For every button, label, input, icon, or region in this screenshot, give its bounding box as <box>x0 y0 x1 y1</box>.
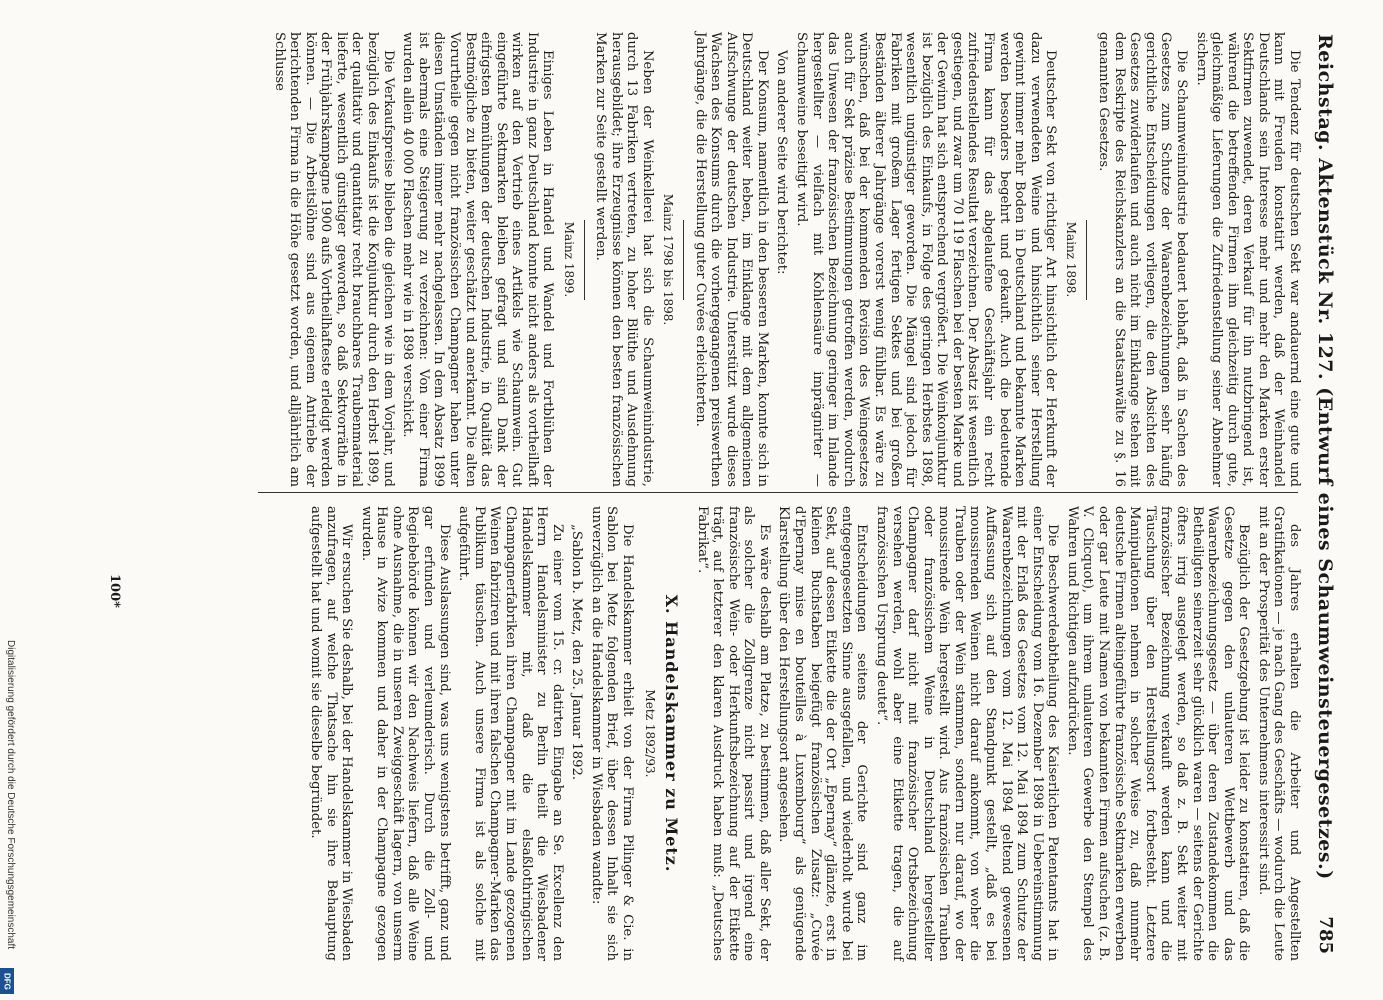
signature-number: 100* <box>107 574 122 608</box>
paragraph: Von anderer Seite wird berichtet: <box>774 50 790 275</box>
paragraph: Zu einer vom 15. cr. datirten Eingabe an Se. Excellenz den Herrn Handelsminister zu Berlin theilt die Wiesbadener Handelskammer mit, daß die elsaßlothringischen Champagnerfabriken ihren Champagner mit im Lande gezogenen Weinen fabriziren und mit ihren falschen Champagner-Marken das Publikum täuschen. Auch unsere Firma ist als solche mit aufgeführt. <box>456 506 565 961</box>
column-divider <box>258 492 1298 493</box>
digitization-credit: Digitalisierung gefördert durch die Deutsche Forschungsgemeinschaft <box>5 640 16 950</box>
paragraph: „Sablon b. Metz, den 25. Januar 1892. <box>569 524 585 781</box>
paragraph: Es wäre deshalb am Platze, zu bestimmen, daß aller Sekt, der als solcher die Zollgrenze nicht passirt und irgend eine französische Wein- oder Herkunftsbezeichnung auf der Etikette trägt, auf letzterer den klaren Ausdruck haben muß: „Deutsches Fabrikat“. <box>694 506 772 961</box>
paragraph: Die Schaumweinindustrie bedauert lebhaft, daß in Sachen des Gesetzes zum Schutze der Waarenbezeichnungen sehr häufig gerichtliche Entscheidungen vorliegen, die den Absichten des Gesetzes zuwiderlaufen und auch nicht im Einklange stehen mit dem Reskripte des Reichskanzlers an die Staatsanwälte zu §. 16 genannten Gesetzes. <box>1096 32 1189 487</box>
paragraph: Die Handelskammer erhielt von der Firma Pilinger & Cie. in Sablon bei Metz folgenden Brief, über dessen Inhalt sie sich unverzüglich an die Handelskammer in Wiesbaden wandte: <box>588 506 635 961</box>
rotated-document-page <box>82 14 1342 974</box>
section-subhead: Metz 1892/93. <box>643 689 658 778</box>
paragraph: Die Verkaufspreise blieben die gleichen wie in dem Vorjahr, und bezüglich des Einkaufs ist die Konjunktur durch den Herbst 1899, der qualitativ und quantitativ recht brauchbares Traubenmaterial lieferte, wesentlich günstiger geworden, so daß Sektvorräthe in der Frühjahrskampagne 1900 aufs Vortheilhafteste erledigt werden können. — Die Arbeitslöhne sind aus eigenem Antriebe der berichtenden Firma in die Höhe gesetzt worden, und alljährlich am Schlusse <box>271 32 396 487</box>
dateline: Mainz 1898. <box>1064 221 1079 298</box>
header-title: Reichstag. Aktenstück Nr. 127. (Entwurf eines Schaumweinsteuergesetzes.) <box>1314 34 1337 880</box>
divider-rule <box>1086 220 1087 300</box>
paragraph: Einiges Leben in Handel und Wandel und Fortblühen der Industrie in ganz Deutschland konnte nicht anders als vortheilhaft wirken auf den Vertrieb eines Artikels wie Schaumwein. Gut eingeführte Sektmarken bleiben gefragt und sind Dank der eifrigsten Bemühungen der deutschen Industrie, in Qualität das Bestmögliche zu bieten, weiter geschätzt und anerkannt. Die alten Vorurtheile gegen nicht französischen Champagner haben unter diesen Umständen immer mehr nachgelassen. In dem Absatz 1899 ist abermals eine Steigerung zu verzeichnen: Von einer Firma wurden allein 40 000 Flaschen mehr wie in 1898 verschickt. <box>400 32 556 487</box>
paragraph: Deutscher Sekt von richtiger Art hinsichtlich der Herkunft der dazu verwendeten Weine und hinsichtlich seiner Herstellung gewinnt immer mehr Boden in Deutschland und bekannte Marken werden besonders begehrt und gekauft. Auch die bedeutende Firma kann für das abgelaufene Geschäftsjahr ein recht zufriedenstellendes Resultat verzeichnen. Der Absatz ist wesentlich gestiegen, und zwar um 70 119 Flaschen bei der besten Marke und der Gewinn hat sich entsprechend vergrößert. Die Weinkonjunktur ist bezüglich des Einkaufs, in Folge des geringen Herbstes 1898, wesentlich ungünstiger geworden. Die Mängel sind jedoch für Fabriken mit großem Lager fertigen Sektes und bei großen Beständen älterer Jahrgänge vorerst wenig fühlbar. Es wäre zu wünschen, daß bei der kommenden Revision des Weingesetzes auch für Sekt präzise Bestimmungen getroffen werden, wodurch das Unwesen der französischen Bezeichnung geringer im Inlande hergestellter — vielfach mit Kohlensäure imprägnirter — Schaumweine beseitigt wird. <box>794 32 1059 487</box>
page-header <box>1308 34 1342 954</box>
dateline: Mainz 1798 bis 1898. <box>661 193 676 326</box>
paragraph: Bezüglich der Gesetzgebung ist leider zu konstatiren, daß die Gesetze gegen den unlauteren Wettbewerb und das Waarenbezeichnungsgesetz — über deren Zustandekommen die Betheiligten seinerzeit sehr glücklich waren — seitens der Gerichte öfters irrig ausgelegt werden, so daß z. B. Sekt weiter mit französischer Bezeichnung verkauft werden kann und die Täuschung über den Herstellungsort fortbesteht. Letztere Manipulationen nehmen in solcher Weise zu, daß nunmehr deutsche Firmen alteingeführte französische Sektmarken erwerben oder gar Leute mit Namen von bekannten Firmen aufsuchen (z. B. V. Clicquot), um ihrem unlauteren Gewerbe den Stempel des Wahren und Richtigen aufzudrücken. <box>1064 506 1252 961</box>
right-column <box>303 506 1302 961</box>
paragraph: Neben der Weinkellerei hat sich die Schaumweinindustrie, durch 13 Fabriken vertreten, zu hoher Blüthe und Ausdehnung herausgebildet; ihre Erzeugnisse können den besten französischen Marken zur Seite gestellt werden. <box>593 32 655 487</box>
left-column <box>267 32 1302 487</box>
paragraph: Entscheidungen seitens der Gerichte sind ganz im entgegengesetzten Sinne ausgefallen, und wiederholt wurde bei Sekt, auf dessen Etikette die der Ort „Epernay“ glänzte, erst in kleinen Buchstaben beigefügt französischen Zusatz: „Cuvée d'Epernay mise en bouteilles à Luxembourg“ als genügende Klarstellung über den Herstellungsort angesehen. <box>776 506 870 961</box>
paragraph: Die Beschwerdeabtheilung des Kaiserlichen Patentamts hat in einer Entscheidung vom 16. Dezember 1898 in Uebereinstimmung mit der Erlaß des Gesetzes vom 12. Mai 1894 zum Schutze der Waarenbezeichnungen vom 12. Mai 1894 geltend gewesenen Auffassung sich auf den Standpunkt gestellt, „daß es bei moussirenden Weinen nicht darauf ankommt, von woher die Trauben oder der Wein stammen, sondern nur darauf, wo der moussirende Wein hergestellt wird. Aus französischen Trauben oder französischem Weine in Deutschland hergestellter Champagner darf nicht mit französischer Ortsbezeichnung versehen werden, wohl aber eine Etikette tragen, die auf französischen Ursprung deutet“. <box>873 506 1061 961</box>
dfg-logo: DFG <box>0 968 14 994</box>
paragraph: Die Tendenz für deutschen Sekt war andauernd eine gute und kann mit Freuden konstatirt werden, daß der Weinhandel Deutschlands sein Interesse mehr und mehr den Marken erster Sektfirmen zuwendet, deren Verkauf für ihn nutzbringend ist, während die betreffenden Firmen ihm gleichzeitig durch gute, gleichmäßige Lieferungen die Zufriedenstellung seiner Abnehmer sichern. <box>1193 32 1302 487</box>
divider-rule <box>683 220 684 300</box>
paragraph: Der Konsum, namentlich in den besseren Marken, konnte sich in Deutschland weiter heben, im Einklange mit dem allgemeinen Aufschwunge der deutschen Industrie. Unterstützt wurde dieses Wachsen des Konsums durch die vorhergegangenen preiswerthen Jahrgänge, die die Herstellung guter Cuvées erleichterten. <box>692 32 770 487</box>
paragraph: Wir ersuchen Sie deshalb, bei der Handelskammer in Wiesbaden anzufragen, auf welche Thatsache hin sie ihre Behauptung aufgestellt hat und womit sie dieselbe begründet. <box>308 506 355 961</box>
paragraph: des Jahres erhalten die Arbeiter und Angestellten Gratifikationen — je nach Gang des Geschäfts — wodurch die Leute mit an der Prosperität des Unternehmens interessirt sind. <box>1255 506 1302 961</box>
dateline: Mainz 1899. <box>561 221 576 298</box>
paragraph: Diese Auslassungen sind, was uns wenigstens betrifft, ganz und gar erfunden und verleumderisch. Durch die Zoll- und Regiebehörde können wir den Nachweis liefern, daß alle Weine ohne Ausnahme, die in unseren Zweiggeschäft lagern, von unserm Hause in Avize kommen und daher in der Champagne gezogen wurden. <box>358 506 452 961</box>
divider-rule <box>584 220 585 300</box>
section-heading: X. Handelskammer zu Metz. <box>662 594 682 873</box>
page-number: 785 <box>1314 916 1336 954</box>
